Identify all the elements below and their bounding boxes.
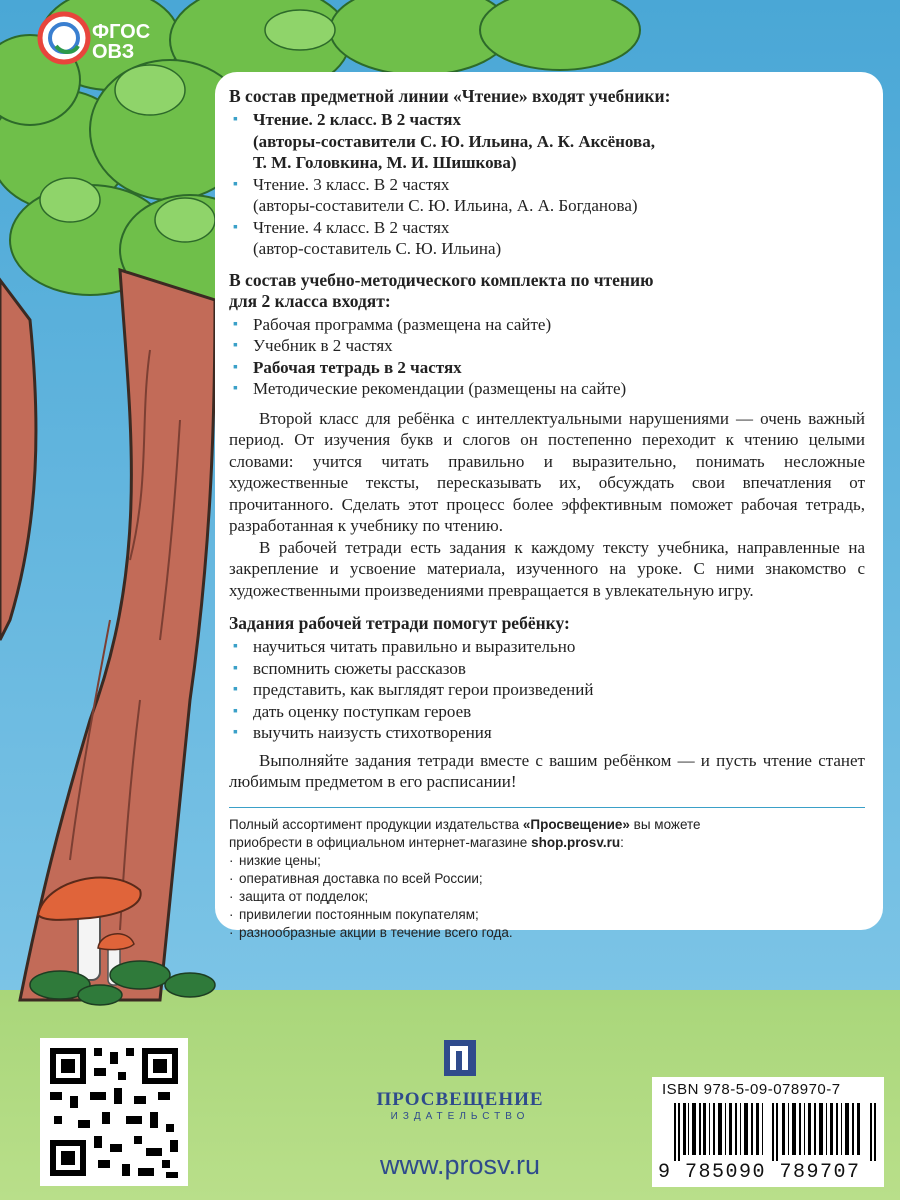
badge-line1: ФГОС	[92, 21, 151, 43]
bullet-icon: ▪	[233, 338, 238, 353]
list-item: ▪ вспомнить сюжеты рассказов	[233, 658, 466, 678]
bullet-icon: ▪	[233, 359, 238, 375]
publisher-logo	[355, 1036, 565, 1122]
shop-benefits-list	[229, 852, 865, 942]
bullet-icon: ▪	[233, 316, 238, 332]
list-item: ▪ Рабочая тетрадь в 2 частях	[233, 357, 462, 377]
shop-intro-2: приобрести в официальном интернет-магазине shop.prosv.ru:	[229, 834, 624, 850]
fgos-logo-icon	[36, 8, 92, 68]
list-item: · защита от подделок;	[229, 888, 369, 904]
section3-heading: Задания рабочей тетради помогут ребёнку:	[229, 613, 570, 633]
list-item: ▪ Методические рекомендации (размещены на сайте)	[233, 379, 627, 398]
section1-heading: В состав предметной линии «Чтение» входят учебники:	[229, 86, 671, 106]
list-item: ▪ Чтение. 2 класс. В 2 частях	[233, 110, 461, 129]
isbn-barcode	[652, 1077, 884, 1187]
shop-info	[229, 816, 865, 942]
section2-list	[229, 314, 865, 400]
bullet-icon: ▪	[233, 725, 238, 740]
closing-paragraph: Выполняйте задания тетради вместе с вашим ребёнком — и пусть чтение станет любимым предметом в его расписании!	[229, 750, 865, 791]
publisher-url[interactable]: www.prosv.ru	[380, 1150, 541, 1180]
qr-code[interactable]	[40, 1038, 188, 1186]
divider	[229, 807, 865, 808]
bullet-icon: ▪	[233, 219, 238, 235]
list-item: ▪ Чтение. 3 класс. В 2 частях	[233, 174, 450, 194]
section3-list	[229, 636, 865, 744]
section1-list	[229, 109, 865, 260]
shop-intro: Полный ассортимент продукции издательства «Просвещение» вы можете	[229, 816, 701, 832]
section2-heading: В состав учебно-методического комплекта по чтению для 2 класса входят:	[229, 269, 654, 311]
fgos-badge-text	[92, 22, 150, 62]
bullet-icon: ▪	[233, 660, 238, 676]
bullet-icon: ▪	[233, 112, 238, 127]
barcode-digits: 9 785090 789707	[658, 1161, 861, 1184]
list-item: (автор-составитель С. Ю. Ильина)	[253, 239, 502, 258]
barcode-icon	[674, 1103, 878, 1161]
list-item: ▪ Чтение. 4 класс. В 2 частях	[233, 217, 450, 237]
bullet-icon: ▪	[233, 639, 238, 654]
list-item: · низкие цены;	[229, 852, 321, 868]
paragraph-workbook: В рабочей тетради есть задания к каждому тексту учебника, направленные на закрепление и усвоение материала, изученного на уроке. С ними знакомство с художественными произведениями превращается в увлекательную игру.	[229, 537, 865, 600]
list-item: (авторы-составители С. Ю. Ильина, А. А. Богданова)	[253, 196, 638, 215]
isbn-label: ISBN 978-5-09-078970-7	[662, 1081, 841, 1098]
list-item: ▪ представить, как выглядят герои произведений	[233, 680, 594, 699]
list-item: ▪ Учебник в 2 частях	[233, 336, 393, 355]
publisher-name: ПРОСВЕЩЕНИЕ	[376, 1089, 544, 1110]
list-item: (авторы-составители С. Ю. Ильина, А. К. Аксёнова,	[253, 131, 655, 151]
list-item: ▪ научиться читать правильно и выразительно	[233, 637, 576, 656]
shop-brand: «Просвещение»	[522, 816, 630, 832]
list-item: · разнообразные акции в течение всего года.	[229, 924, 513, 940]
list-item: ▪ выучить наизусть стихотворения	[233, 723, 492, 742]
publisher-subtitle: ИЗДАТЕЛЬСТВО	[390, 1111, 530, 1122]
bullet-icon: ▪	[233, 176, 238, 192]
qr-code-icon	[40, 1038, 188, 1186]
info-card	[215, 72, 883, 940]
list-item: · привилегии постоянным покупателям;	[229, 906, 479, 922]
prosveshchenie-logo-icon	[440, 1036, 480, 1080]
badge-line2: ОВЗ	[92, 41, 135, 63]
list-item: ▪ Рабочая программа (размещена на сайте)	[233, 314, 552, 334]
bullet-icon: ▪	[233, 703, 238, 719]
list-item: Т. М. Головкина, М. И. Шишкова)	[253, 153, 517, 172]
list-item: ▪ дать оценку поступкам героев	[233, 701, 472, 721]
shop-site-link[interactable]: shop.prosv.ru	[531, 834, 621, 850]
bullet-icon: ▪	[233, 682, 238, 697]
bullet-icon: ▪	[233, 381, 238, 396]
paragraph-intro: Второй класс для ребёнка с интеллектуальными нарушениями — очень важный период. От изучения букв и слогов он постепенно переходит к чтению целыми словами: учится читать правильно и выразительно, понимать несложные художественные тексты, пересказывать их, обсуждать свои впечатления от прочитанного. Сделать этот процесс более эффективным поможет рабочая тетрадь, разработанная к учебнику по чтению.	[229, 408, 865, 535]
list-item: · оперативная доставка по всей России;	[229, 870, 483, 886]
